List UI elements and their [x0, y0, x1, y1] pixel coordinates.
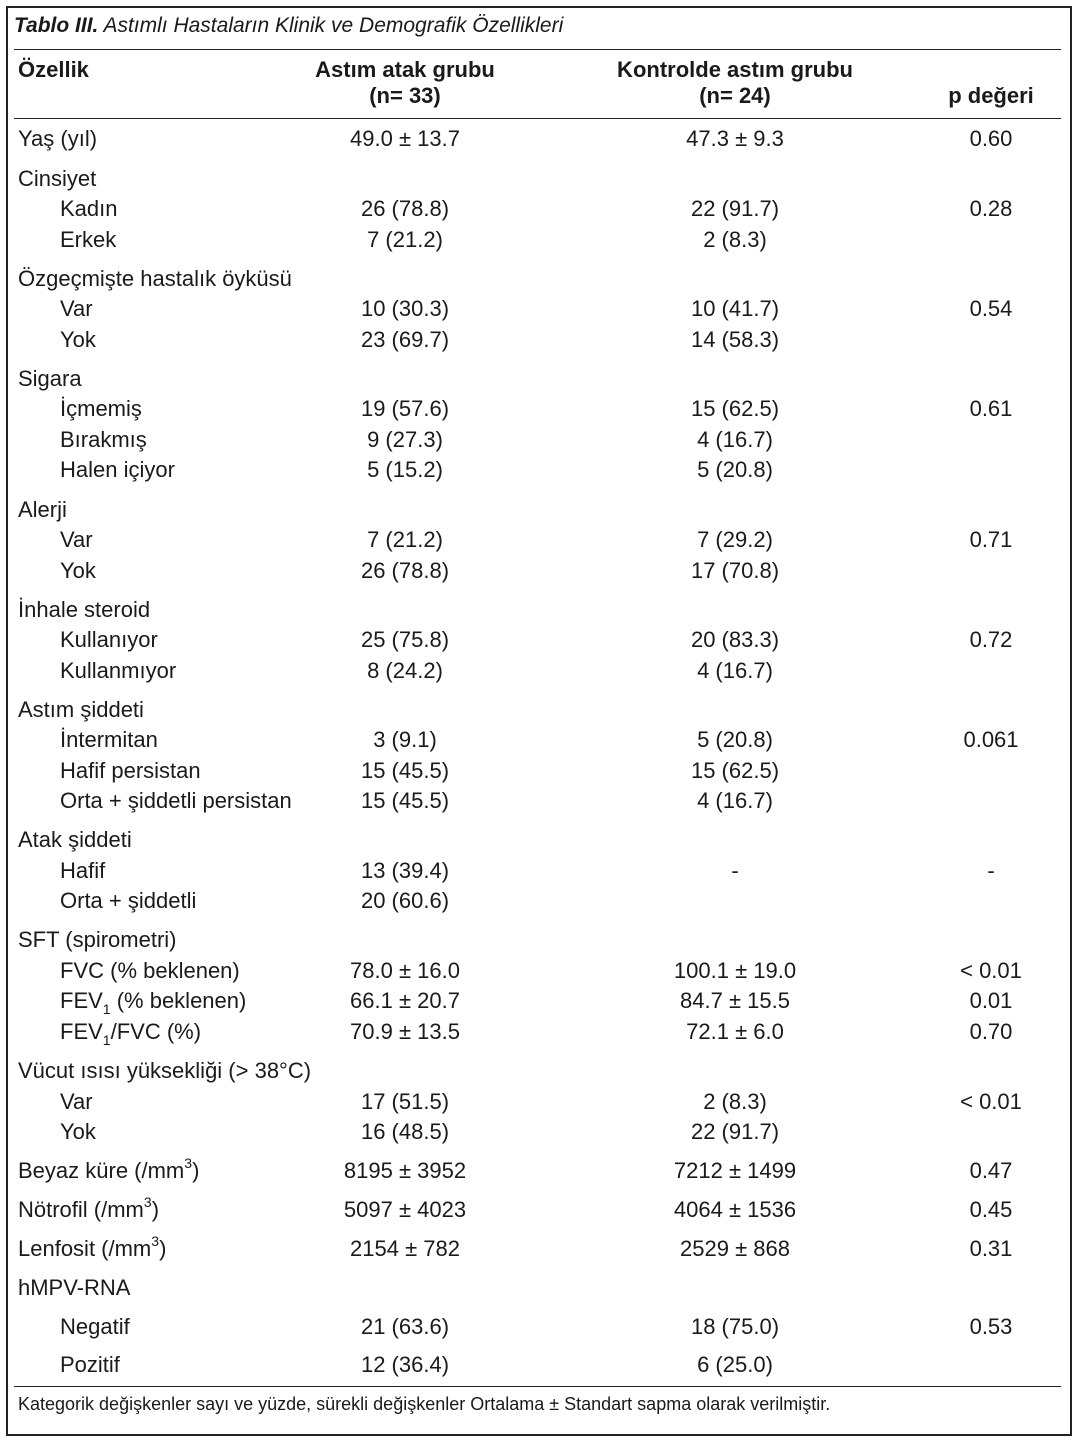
- row-label: İçmemiş: [60, 396, 142, 421]
- row-label: Var: [60, 527, 93, 552]
- header-p-value: p değeri: [948, 83, 1034, 108]
- row-label: Yok: [60, 1119, 96, 1144]
- caption-title: Astımlı Hastaların Klinik ve Demografik Özellikleri: [103, 14, 564, 37]
- cell-group1: 7 (21.2): [367, 527, 443, 552]
- cell-group1: 15 (45.5): [360, 758, 450, 783]
- row-label: hMPV-RNA: [18, 1275, 131, 1300]
- header-group2-name: Kontrolde astım grubu: [617, 57, 853, 82]
- row-label: Alerji: [18, 497, 67, 522]
- row-label: İntermitan: [60, 727, 158, 752]
- cell-group1: 19 (57.6): [360, 396, 450, 421]
- row-label: İnhale steroid: [18, 597, 151, 622]
- cell-group1: 8195 ± 3952: [343, 1158, 467, 1183]
- row-label: $FEV_1$ (% beklenen): [60, 988, 247, 1017]
- row-label: Bırakmış: [60, 427, 147, 452]
- row-label: Kullanmıyor: [60, 658, 177, 683]
- row-label: FVC (% beklenen): [60, 958, 240, 983]
- cell-group2: 72.1 ± 6.0: [686, 1019, 784, 1044]
- cell-group2: 15 (62.5): [690, 758, 780, 783]
- cell-p-value: 0.71: [969, 527, 1013, 552]
- cell-group2: 22 (91.7): [690, 1119, 780, 1144]
- cell-group1: 16 (48.5): [360, 1119, 450, 1144]
- cell-p-value: 0.70: [969, 1019, 1013, 1044]
- cell-group1: 23 (69.7): [360, 327, 450, 352]
- row-label: SFT (spirometri): [18, 927, 177, 952]
- cell-p-value: < 0.01: [960, 1089, 1022, 1114]
- header-group1-name: Astım atak grubu: [315, 57, 495, 82]
- cell-group2: 4 (16.7): [697, 658, 773, 683]
- cell-group1: 20 (60.6): [360, 888, 450, 913]
- cell-p-value: 0.72: [969, 627, 1013, 652]
- cell-p-value: < 0.01: [960, 958, 1022, 983]
- cell-group2: 4 (16.7): [697, 427, 773, 452]
- table-frame: [6, 6, 1072, 1436]
- cell-group1: 25 (75.8): [360, 627, 450, 652]
- cell-group2: 5 (20.8): [697, 457, 773, 482]
- cell-group2: 10 (41.7): [690, 296, 780, 321]
- cell-group1: 15 (45.5): [360, 788, 450, 813]
- cell-p-value: 0.061: [963, 727, 1019, 752]
- cell-group2: 100.1 ± 19.0: [673, 958, 797, 983]
- row-label: Hafif: [60, 858, 106, 883]
- row-label: $FEV_1$/FVC (%): [60, 1019, 202, 1048]
- cell-group2: 2 (8.3): [703, 1089, 767, 1114]
- cell-group1: 26 (78.8): [360, 558, 450, 583]
- cell-p-value: 0.47: [969, 1158, 1013, 1183]
- cell-group2: 84.7 ± 15.5: [680, 988, 790, 1013]
- top-rule: [14, 49, 1061, 50]
- header-rule: [14, 118, 1061, 119]
- cell-group2: 7212 ± 1499: [673, 1158, 797, 1183]
- cell-group1: 2154 ± 782: [350, 1236, 460, 1261]
- row-label: Lenfosit $(/mm^3)$: [18, 1233, 167, 1261]
- row-label: Yok: [60, 558, 96, 583]
- cell-group1: 5097 ± 4023: [343, 1197, 467, 1222]
- cell-group1: 9 (27.3): [367, 427, 443, 452]
- cell-group1: 21 (63.6): [360, 1314, 450, 1339]
- cell-group1: 13 (39.4): [360, 858, 450, 883]
- header-group2: [617, 57, 853, 109]
- cell-group2: 47.3 ± 9.3: [686, 126, 784, 151]
- header-feature: Özellik: [18, 57, 89, 82]
- cell-group1: 3 (9.1): [373, 727, 437, 752]
- cell-group2: 20 (83.3): [690, 627, 780, 652]
- cell-group1: 49.0 ± 13.7: [350, 126, 460, 151]
- cell-group1: 5 (15.2): [367, 457, 443, 482]
- cell-group2: 17 (70.8): [690, 558, 780, 583]
- cell-group1: 70.9 ± 13.5: [350, 1019, 460, 1044]
- cell-group1: 7 (21.2): [367, 227, 443, 252]
- row-label: Astım şiddeti: [18, 697, 144, 722]
- row-label: Vücut ısısı yüksekliği (> 38°C): [18, 1058, 312, 1083]
- cell-group2: 5 (20.8): [697, 727, 773, 752]
- row-label: Özgeçmişte hastalık öyküsü: [18, 266, 292, 291]
- cell-group2: 7 (29.2): [697, 527, 773, 552]
- row-label: Cinsiyet: [18, 166, 97, 191]
- row-label: Atak şiddeti: [18, 827, 132, 852]
- cell-p-value: 0.45: [969, 1197, 1013, 1222]
- cell-group1: 66.1 ± 20.7: [350, 988, 460, 1013]
- caption-label: Tablo III.: [14, 14, 99, 37]
- cell-p-value: 0.28: [969, 196, 1013, 221]
- row-label: Kullanıyor: [60, 627, 158, 652]
- cell-group2: 2 (8.3): [703, 227, 767, 252]
- row-label: Orta + şiddetli persistan: [60, 788, 292, 813]
- row-label: Erkek: [60, 227, 117, 252]
- cell-group2: 22 (91.7): [690, 196, 780, 221]
- cell-p-value: -: [987, 858, 995, 883]
- row-label: Var: [60, 296, 93, 321]
- row-label: Sigara: [18, 366, 82, 391]
- table-caption: [14, 14, 563, 38]
- cell-group1: 10 (30.3): [360, 296, 450, 321]
- cell-p-value: 0.31: [969, 1236, 1013, 1261]
- cell-group1: 17 (51.5): [360, 1089, 450, 1114]
- cell-group2: 2529 ± 868: [680, 1236, 790, 1261]
- row-label: Halen içiyor: [60, 457, 175, 482]
- cell-p-value: 0.53: [969, 1314, 1013, 1339]
- header-group1: [315, 57, 495, 109]
- cell-group1: 8 (24.2): [367, 658, 443, 683]
- bottom-rule: [14, 1386, 1061, 1387]
- cell-group2: 15 (62.5): [690, 396, 780, 421]
- cell-p-value: 0.54: [969, 296, 1013, 321]
- header-group2-n: (n= 24): [699, 83, 771, 108]
- cell-group2: 4064 ± 1536: [673, 1197, 797, 1222]
- cell-group1: 12 (36.4): [360, 1352, 450, 1377]
- row-label: Yaş (yıl): [18, 126, 98, 151]
- table-footnote: Kategorik değişkenler sayı ve yüzde, sürekli değişkenler Ortalama ± Standart sapma olarak verilmiştir.: [18, 1394, 831, 1414]
- row-label: Beyaz küre $(/mm^3)$: [18, 1155, 200, 1183]
- cell-group1: 26 (78.8): [360, 196, 450, 221]
- row-label: Kadın: [60, 196, 118, 221]
- row-label: Hafif persistan: [60, 758, 201, 783]
- row-label: Nötrofil $(/mm^3)$: [18, 1194, 160, 1222]
- cell-group2: -: [731, 858, 739, 883]
- cell-group2: 4 (16.7): [697, 788, 773, 813]
- cell-p-value: 0.60: [969, 126, 1013, 151]
- row-label: Negatif: [60, 1314, 130, 1339]
- cell-p-value: 0.61: [969, 396, 1013, 421]
- row-label: Yok: [60, 327, 96, 352]
- cell-group2: 6 (25.0): [697, 1352, 773, 1377]
- cell-group2: 14 (58.3): [690, 327, 780, 352]
- row-label: Pozitif: [60, 1352, 120, 1377]
- row-label: Var: [60, 1089, 93, 1114]
- cell-group1: 78.0 ± 16.0: [350, 958, 460, 983]
- cell-p-value: 0.01: [969, 988, 1013, 1013]
- row-label: Orta + şiddetli: [60, 888, 197, 913]
- header-group1-n: (n= 33): [369, 83, 441, 108]
- cell-group2: 18 (75.0): [690, 1314, 780, 1339]
